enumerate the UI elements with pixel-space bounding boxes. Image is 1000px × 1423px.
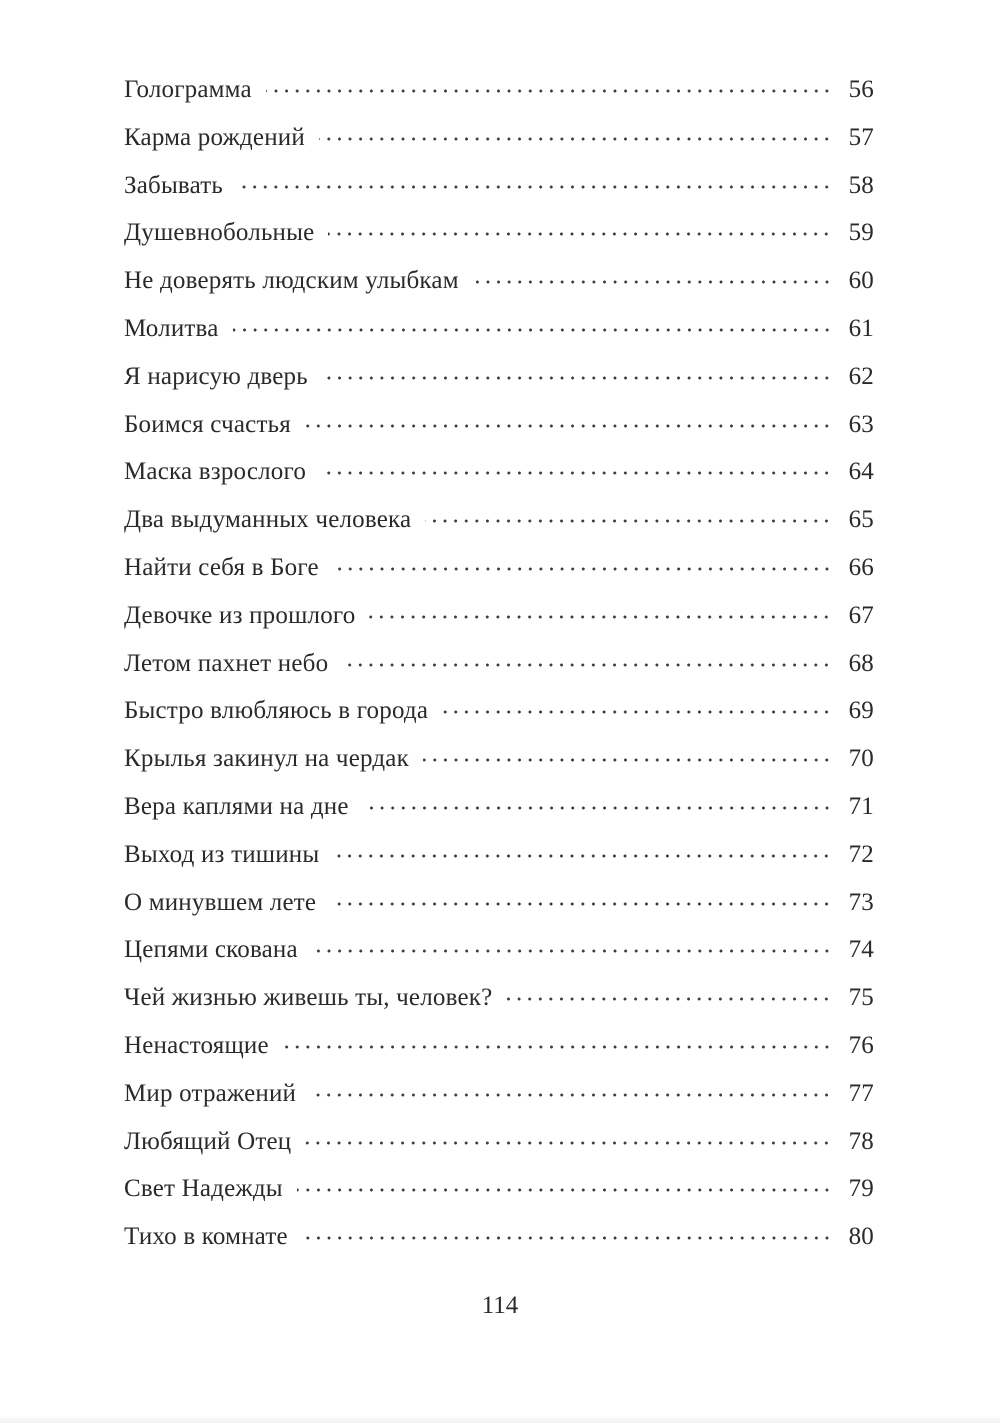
toc-entry: [124, 889, 874, 937]
toc-entry-title: Свет Надежды: [124, 1175, 283, 1203]
toc-entry: [124, 936, 874, 984]
toc-entry: [124, 984, 874, 1032]
toc-entry-page: 72: [848, 840, 874, 868]
toc-entry-page: 56: [848, 76, 874, 103]
dot-leader: [425, 518, 832, 524]
page-bottom-edge: [0, 1415, 1000, 1423]
toc-entry-title: Боимся счастья: [124, 410, 291, 438]
dot-leader: [333, 566, 832, 572]
dot-leader: [305, 423, 832, 429]
dot-leader: [363, 805, 832, 811]
toc-entry-title: Быстро влюбляюсь в города: [124, 697, 429, 725]
dot-leader: [423, 757, 832, 763]
toc-entry-page: 69: [848, 697, 874, 725]
dot-leader: [310, 1092, 832, 1098]
toc-entry-page: 78: [848, 1127, 874, 1155]
dot-leader: [442, 709, 832, 715]
toc-entry-page: 57: [848, 123, 874, 151]
toc-entry: [124, 267, 874, 315]
dot-leader: [369, 614, 832, 620]
toc-entry: [124, 458, 874, 506]
toc-entry-title: Карма рождений: [124, 123, 305, 151]
toc-entry-title: Маска взрослого: [124, 458, 307, 486]
toc-entry-page: 71: [848, 792, 874, 820]
toc-entry-page: 67: [848, 601, 874, 629]
toc-entry-title: Голограмма: [124, 76, 252, 103]
dot-leader: [319, 136, 832, 142]
toc-entry-page: 80: [848, 1223, 874, 1251]
toc-entry-title: Молитва: [124, 314, 219, 342]
toc-entry-page: 64: [848, 458, 874, 486]
table-of-contents: [124, 76, 874, 1271]
toc-entry: [124, 1128, 874, 1176]
toc-entry-page: 62: [848, 362, 874, 390]
toc-entry-page: 77: [848, 1079, 874, 1107]
toc-entry-title: Вера каплями на дне: [124, 792, 349, 820]
dot-leader: [342, 662, 832, 668]
dot-leader: [322, 375, 832, 381]
toc-entry-title: Цепями скована: [124, 936, 298, 964]
toc-entry-title: Забывать: [124, 171, 223, 199]
dot-leader: [305, 1140, 832, 1146]
dot-leader: [328, 231, 832, 237]
toc-entry-page: 60: [848, 267, 874, 295]
toc-entry: [124, 219, 874, 267]
toc-entry: [124, 745, 874, 793]
toc-entry-title: Выход из тишины: [124, 840, 320, 868]
toc-entry-title: Мир отражений: [124, 1079, 297, 1107]
toc-entry-page: 65: [848, 506, 874, 534]
dot-leader: [473, 279, 832, 285]
toc-entry-title: Тихо в комнате: [124, 1223, 288, 1251]
toc-entry-title: Чей жизнью живешь ты, человек?: [124, 984, 493, 1012]
dot-leader: [237, 184, 832, 190]
toc-entry: [124, 1032, 874, 1080]
toc-entry-title: Я нарисую дверь: [124, 362, 308, 390]
toc-entry: [124, 1175, 874, 1223]
toc-entry-title: Найти себя в Боге: [124, 553, 319, 581]
toc-entry: [124, 411, 874, 459]
toc-entry: [124, 602, 874, 650]
toc-entry: [124, 76, 874, 124]
dot-leader: [320, 470, 832, 476]
dot-leader: [333, 853, 832, 859]
toc-entry: [124, 697, 874, 745]
toc-entry-page: 59: [848, 219, 874, 247]
toc-entry: [124, 554, 874, 602]
dot-leader: [506, 996, 832, 1002]
toc-entry-title: Любящий Отец: [124, 1127, 292, 1155]
toc-entry-page: 73: [848, 888, 874, 916]
toc-entry-page: 61: [848, 314, 874, 342]
dot-leader: [312, 948, 832, 954]
toc-entry-page: 76: [848, 1031, 874, 1059]
toc-entry-page: 68: [848, 649, 874, 677]
toc-entry-title: Крылья закинул на чердак: [124, 745, 409, 773]
dot-leader: [233, 327, 832, 333]
dot-leader: [266, 88, 832, 94]
page-number: 114: [481, 1292, 519, 1319]
toc-entry: [124, 315, 874, 363]
toc-entry-title: Два выдуманных человека: [124, 506, 412, 534]
toc-entry: [124, 841, 874, 889]
toc-entry-page: 74: [848, 936, 874, 964]
toc-entry-title: Душевнобольные: [124, 219, 315, 247]
dot-leader: [330, 901, 832, 907]
toc-entry-title: О минувшем лете: [124, 888, 317, 916]
toc-entry: [124, 1080, 874, 1128]
toc-entry: [124, 1223, 874, 1271]
dot-leader: [283, 1044, 832, 1050]
toc-entry-title: Летом пахнет небо: [124, 649, 329, 677]
toc-entry-page: 79: [848, 1175, 874, 1203]
toc-entry-page: 63: [848, 410, 874, 438]
toc-entry-title: Девочке из прошлого: [124, 601, 356, 629]
toc-entry: [124, 172, 874, 220]
toc-entry-title: Ненастоящие: [124, 1031, 269, 1059]
dot-leader: [297, 1187, 832, 1193]
toc-entry-page: 66: [848, 553, 874, 581]
toc-entry-page: 75: [848, 984, 874, 1012]
toc-entry-page: 58: [848, 171, 874, 199]
toc-entry: [124, 363, 874, 411]
toc-entry: [124, 793, 874, 841]
toc-entry: [124, 650, 874, 698]
dot-leader: [302, 1235, 832, 1241]
toc-entry: [124, 506, 874, 554]
toc-entry-title: Не доверять людским улыбкам: [124, 267, 459, 295]
toc-entry: [124, 124, 874, 172]
toc-entry-page: 70: [848, 745, 874, 773]
